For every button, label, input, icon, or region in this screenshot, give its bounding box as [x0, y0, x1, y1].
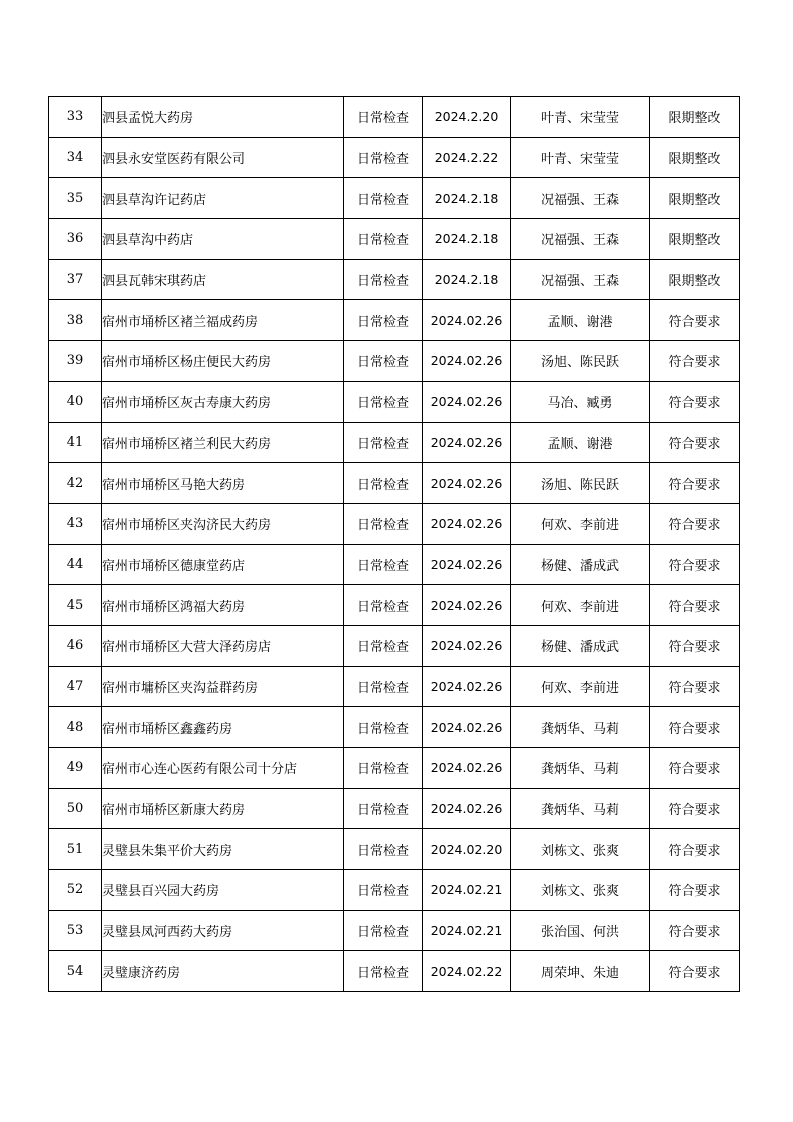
inspection-date-cell: 2024.02.26: [423, 544, 511, 585]
inspection-type-cell: 日常检查: [344, 259, 423, 300]
store-name-cell: 宿州市埇桥区褚兰利民大药房: [102, 422, 344, 463]
inspection-date-cell: 2024.2.18: [423, 178, 511, 219]
inspectors-cell: 龚炳华、马莉: [511, 748, 650, 789]
inspectors-cell: 况福强、王森: [511, 259, 650, 300]
table-row: [49, 625, 740, 666]
row-number-cell: 36: [49, 219, 102, 260]
table-row: [49, 178, 740, 219]
table-row: [49, 219, 740, 260]
store-name-cell: 宿州市埇桥区鸿福大药房: [102, 585, 344, 626]
inspectors-cell: 杨健、潘成武: [511, 544, 650, 585]
row-number-cell: 35: [49, 178, 102, 219]
row-number-cell: 33: [49, 97, 102, 138]
store-name-cell: 灵璧县百兴园大药房: [102, 870, 344, 911]
inspection-result-cell: 符合要求: [650, 951, 740, 992]
row-number-cell: 51: [49, 829, 102, 870]
inspectors-cell: 周荣坤、朱迪: [511, 951, 650, 992]
table-row: [49, 870, 740, 911]
inspectors-cell: 况福强、王森: [511, 219, 650, 260]
inspection-result-cell: 限期整改: [650, 97, 740, 138]
inspectors-cell: 张治国、何洪: [511, 910, 650, 951]
inspection-date-cell: 2024.02.26: [423, 666, 511, 707]
inspection-type-cell: 日常检查: [344, 544, 423, 585]
store-name-cell: 宿州市埇桥区德康堂药店: [102, 544, 344, 585]
row-number-cell: 34: [49, 137, 102, 178]
row-number-cell: 40: [49, 381, 102, 422]
store-name-cell: 灵璧县朱集平价大药房: [102, 829, 344, 870]
inspectors-cell: 汤旭、陈民跃: [511, 463, 650, 504]
inspection-result-cell: 符合要求: [650, 544, 740, 585]
store-name-cell: 宿州市埇桥区灰古寿康大药房: [102, 381, 344, 422]
inspection-type-cell: 日常检查: [344, 422, 423, 463]
store-name-cell: 泗县永安堂医药有限公司: [102, 137, 344, 178]
inspection-type-cell: 日常检查: [344, 829, 423, 870]
row-number-cell: 45: [49, 585, 102, 626]
store-name-cell: 泗县瓦韩宋琪药店: [102, 259, 344, 300]
store-name-cell: 宿州市埇桥区鑫鑫药房: [102, 707, 344, 748]
inspection-type-cell: 日常检查: [344, 666, 423, 707]
inspectors-cell: 孟顺、谢港: [511, 300, 650, 341]
inspection-result-cell: 符合要求: [650, 870, 740, 911]
inspectors-cell: 马冶、臧勇: [511, 381, 650, 422]
inspection-date-cell: 2024.2.18: [423, 259, 511, 300]
table-row: [49, 300, 740, 341]
inspection-type-cell: 日常检查: [344, 341, 423, 382]
table-row: [49, 707, 740, 748]
inspection-result-cell: 限期整改: [650, 219, 740, 260]
row-number-cell: 50: [49, 788, 102, 829]
table-row: [49, 341, 740, 382]
store-name-cell: 泗县草沟许记药店: [102, 178, 344, 219]
table-row: [49, 666, 740, 707]
inspectors-cell: 何欢、李前进: [511, 503, 650, 544]
inspection-date-cell: 2024.02.26: [423, 788, 511, 829]
inspection-date-cell: 2024.02.26: [423, 707, 511, 748]
inspectors-cell: 龚炳华、马莉: [511, 707, 650, 748]
inspectors-cell: 何欢、李前进: [511, 666, 650, 707]
table-row: [49, 951, 740, 992]
inspection-date-cell: 2024.02.21: [423, 910, 511, 951]
inspection-date-cell: 2024.02.26: [423, 381, 511, 422]
inspection-date-cell: 2024.02.26: [423, 585, 511, 626]
table-row: [49, 748, 740, 789]
inspection-type-cell: 日常检查: [344, 381, 423, 422]
table-row: [49, 585, 740, 626]
inspectors-cell: 杨健、潘成武: [511, 625, 650, 666]
inspection-date-cell: 2024.02.22: [423, 951, 511, 992]
row-number-cell: 47: [49, 666, 102, 707]
inspection-result-cell: 符合要求: [650, 829, 740, 870]
inspection-type-cell: 日常检查: [344, 178, 423, 219]
row-number-cell: 48: [49, 707, 102, 748]
inspection-date-cell: 2024.02.21: [423, 870, 511, 911]
inspection-result-cell: 符合要求: [650, 625, 740, 666]
inspection-date-cell: 2024.02.26: [423, 463, 511, 504]
table-row: [49, 788, 740, 829]
inspection-result-cell: 符合要求: [650, 707, 740, 748]
inspection-type-cell: 日常检查: [344, 910, 423, 951]
store-name-cell: 宿州市墉桥区夹沟益群药房: [102, 666, 344, 707]
inspection-result-cell: 限期整改: [650, 178, 740, 219]
store-name-cell: 灵璧康济药房: [102, 951, 344, 992]
inspection-type-cell: 日常检查: [344, 951, 423, 992]
row-number-cell: 46: [49, 625, 102, 666]
inspection-type-cell: 日常检查: [344, 585, 423, 626]
store-name-cell: 灵璧县凤河西药大药房: [102, 910, 344, 951]
row-number-cell: 37: [49, 259, 102, 300]
inspection-date-cell: 2024.2.20: [423, 97, 511, 138]
row-number-cell: 42: [49, 463, 102, 504]
table-row: [49, 463, 740, 504]
inspection-date-cell: 2024.02.26: [423, 300, 511, 341]
store-name-cell: 宿州市埇桥区夹沟济民大药房: [102, 503, 344, 544]
store-name-cell: 宿州市埇桥区褚兰福成药房: [102, 300, 344, 341]
inspection-result-cell: 符合要求: [650, 585, 740, 626]
table-row: [49, 829, 740, 870]
inspection-result-cell: 符合要求: [650, 463, 740, 504]
inspection-result-cell: 限期整改: [650, 259, 740, 300]
inspection-type-cell: 日常检查: [344, 788, 423, 829]
inspectors-cell: 何欢、李前进: [511, 585, 650, 626]
inspection-result-cell: 符合要求: [650, 910, 740, 951]
inspection-date-cell: 2024.02.26: [423, 625, 511, 666]
inspection-result-cell: 符合要求: [650, 341, 740, 382]
inspection-type-cell: 日常检查: [344, 463, 423, 504]
table-row: [49, 910, 740, 951]
inspection-date-cell: 2024.02.26: [423, 341, 511, 382]
inspection-result-cell: 符合要求: [650, 666, 740, 707]
inspection-date-cell: 2024.02.26: [423, 422, 511, 463]
inspectors-cell: 刘栋文、张爽: [511, 870, 650, 911]
inspectors-cell: 龚炳华、马莉: [511, 788, 650, 829]
table-row: [49, 503, 740, 544]
inspection-result-cell: 符合要求: [650, 422, 740, 463]
inspection-table: [48, 96, 740, 992]
inspection-result-cell: 符合要求: [650, 748, 740, 789]
store-name-cell: 宿州市埇桥区马艳大药房: [102, 463, 344, 504]
store-name-cell: 宿州市埇桥区新康大药房: [102, 788, 344, 829]
store-name-cell: 宿州市埇桥区大营大泽药房店: [102, 625, 344, 666]
table-row: [49, 97, 740, 138]
table-row: [49, 137, 740, 178]
inspectors-cell: 刘栋文、张爽: [511, 829, 650, 870]
inspection-type-cell: 日常检查: [344, 870, 423, 911]
inspection-date-cell: 2024.02.20: [423, 829, 511, 870]
inspection-date-cell: 2024.02.26: [423, 503, 511, 544]
inspection-date-cell: 2024.2.22: [423, 137, 511, 178]
inspection-result-cell: 符合要求: [650, 300, 740, 341]
row-number-cell: 54: [49, 951, 102, 992]
row-number-cell: 43: [49, 503, 102, 544]
inspection-type-cell: 日常检查: [344, 503, 423, 544]
inspection-type-cell: 日常检查: [344, 219, 423, 260]
table-row: [49, 381, 740, 422]
inspection-type-cell: 日常检查: [344, 137, 423, 178]
inspectors-cell: 孟顺、谢港: [511, 422, 650, 463]
row-number-cell: 53: [49, 910, 102, 951]
inspection-result-cell: 限期整改: [650, 137, 740, 178]
table-row: [49, 422, 740, 463]
inspection-type-cell: 日常检查: [344, 300, 423, 341]
row-number-cell: 44: [49, 544, 102, 585]
row-number-cell: 38: [49, 300, 102, 341]
inspection-date-cell: 2024.02.26: [423, 748, 511, 789]
inspection-type-cell: 日常检查: [344, 748, 423, 789]
inspection-date-cell: 2024.2.18: [423, 219, 511, 260]
inspectors-cell: 况福强、王森: [511, 178, 650, 219]
row-number-cell: 49: [49, 748, 102, 789]
table-row: [49, 259, 740, 300]
store-name-cell: 宿州市埇桥区杨庄便民大药房: [102, 341, 344, 382]
inspection-type-cell: 日常检查: [344, 97, 423, 138]
inspection-type-cell: 日常检查: [344, 625, 423, 666]
table-body: [49, 97, 740, 992]
store-name-cell: 泗县草沟中药店: [102, 219, 344, 260]
table-row: [49, 544, 740, 585]
row-number-cell: 41: [49, 422, 102, 463]
inspection-result-cell: 符合要求: [650, 788, 740, 829]
store-name-cell: 宿州市心连心医药有限公司十分店: [102, 748, 344, 789]
inspection-result-cell: 符合要求: [650, 381, 740, 422]
inspectors-cell: 叶青、宋莹莹: [511, 97, 650, 138]
store-name-cell: 泗县孟悦大药房: [102, 97, 344, 138]
inspectors-cell: 叶青、宋莹莹: [511, 137, 650, 178]
row-number-cell: 52: [49, 870, 102, 911]
inspection-type-cell: 日常检查: [344, 707, 423, 748]
inspection-result-cell: 符合要求: [650, 503, 740, 544]
row-number-cell: 39: [49, 341, 102, 382]
inspectors-cell: 汤旭、陈民跃: [511, 341, 650, 382]
